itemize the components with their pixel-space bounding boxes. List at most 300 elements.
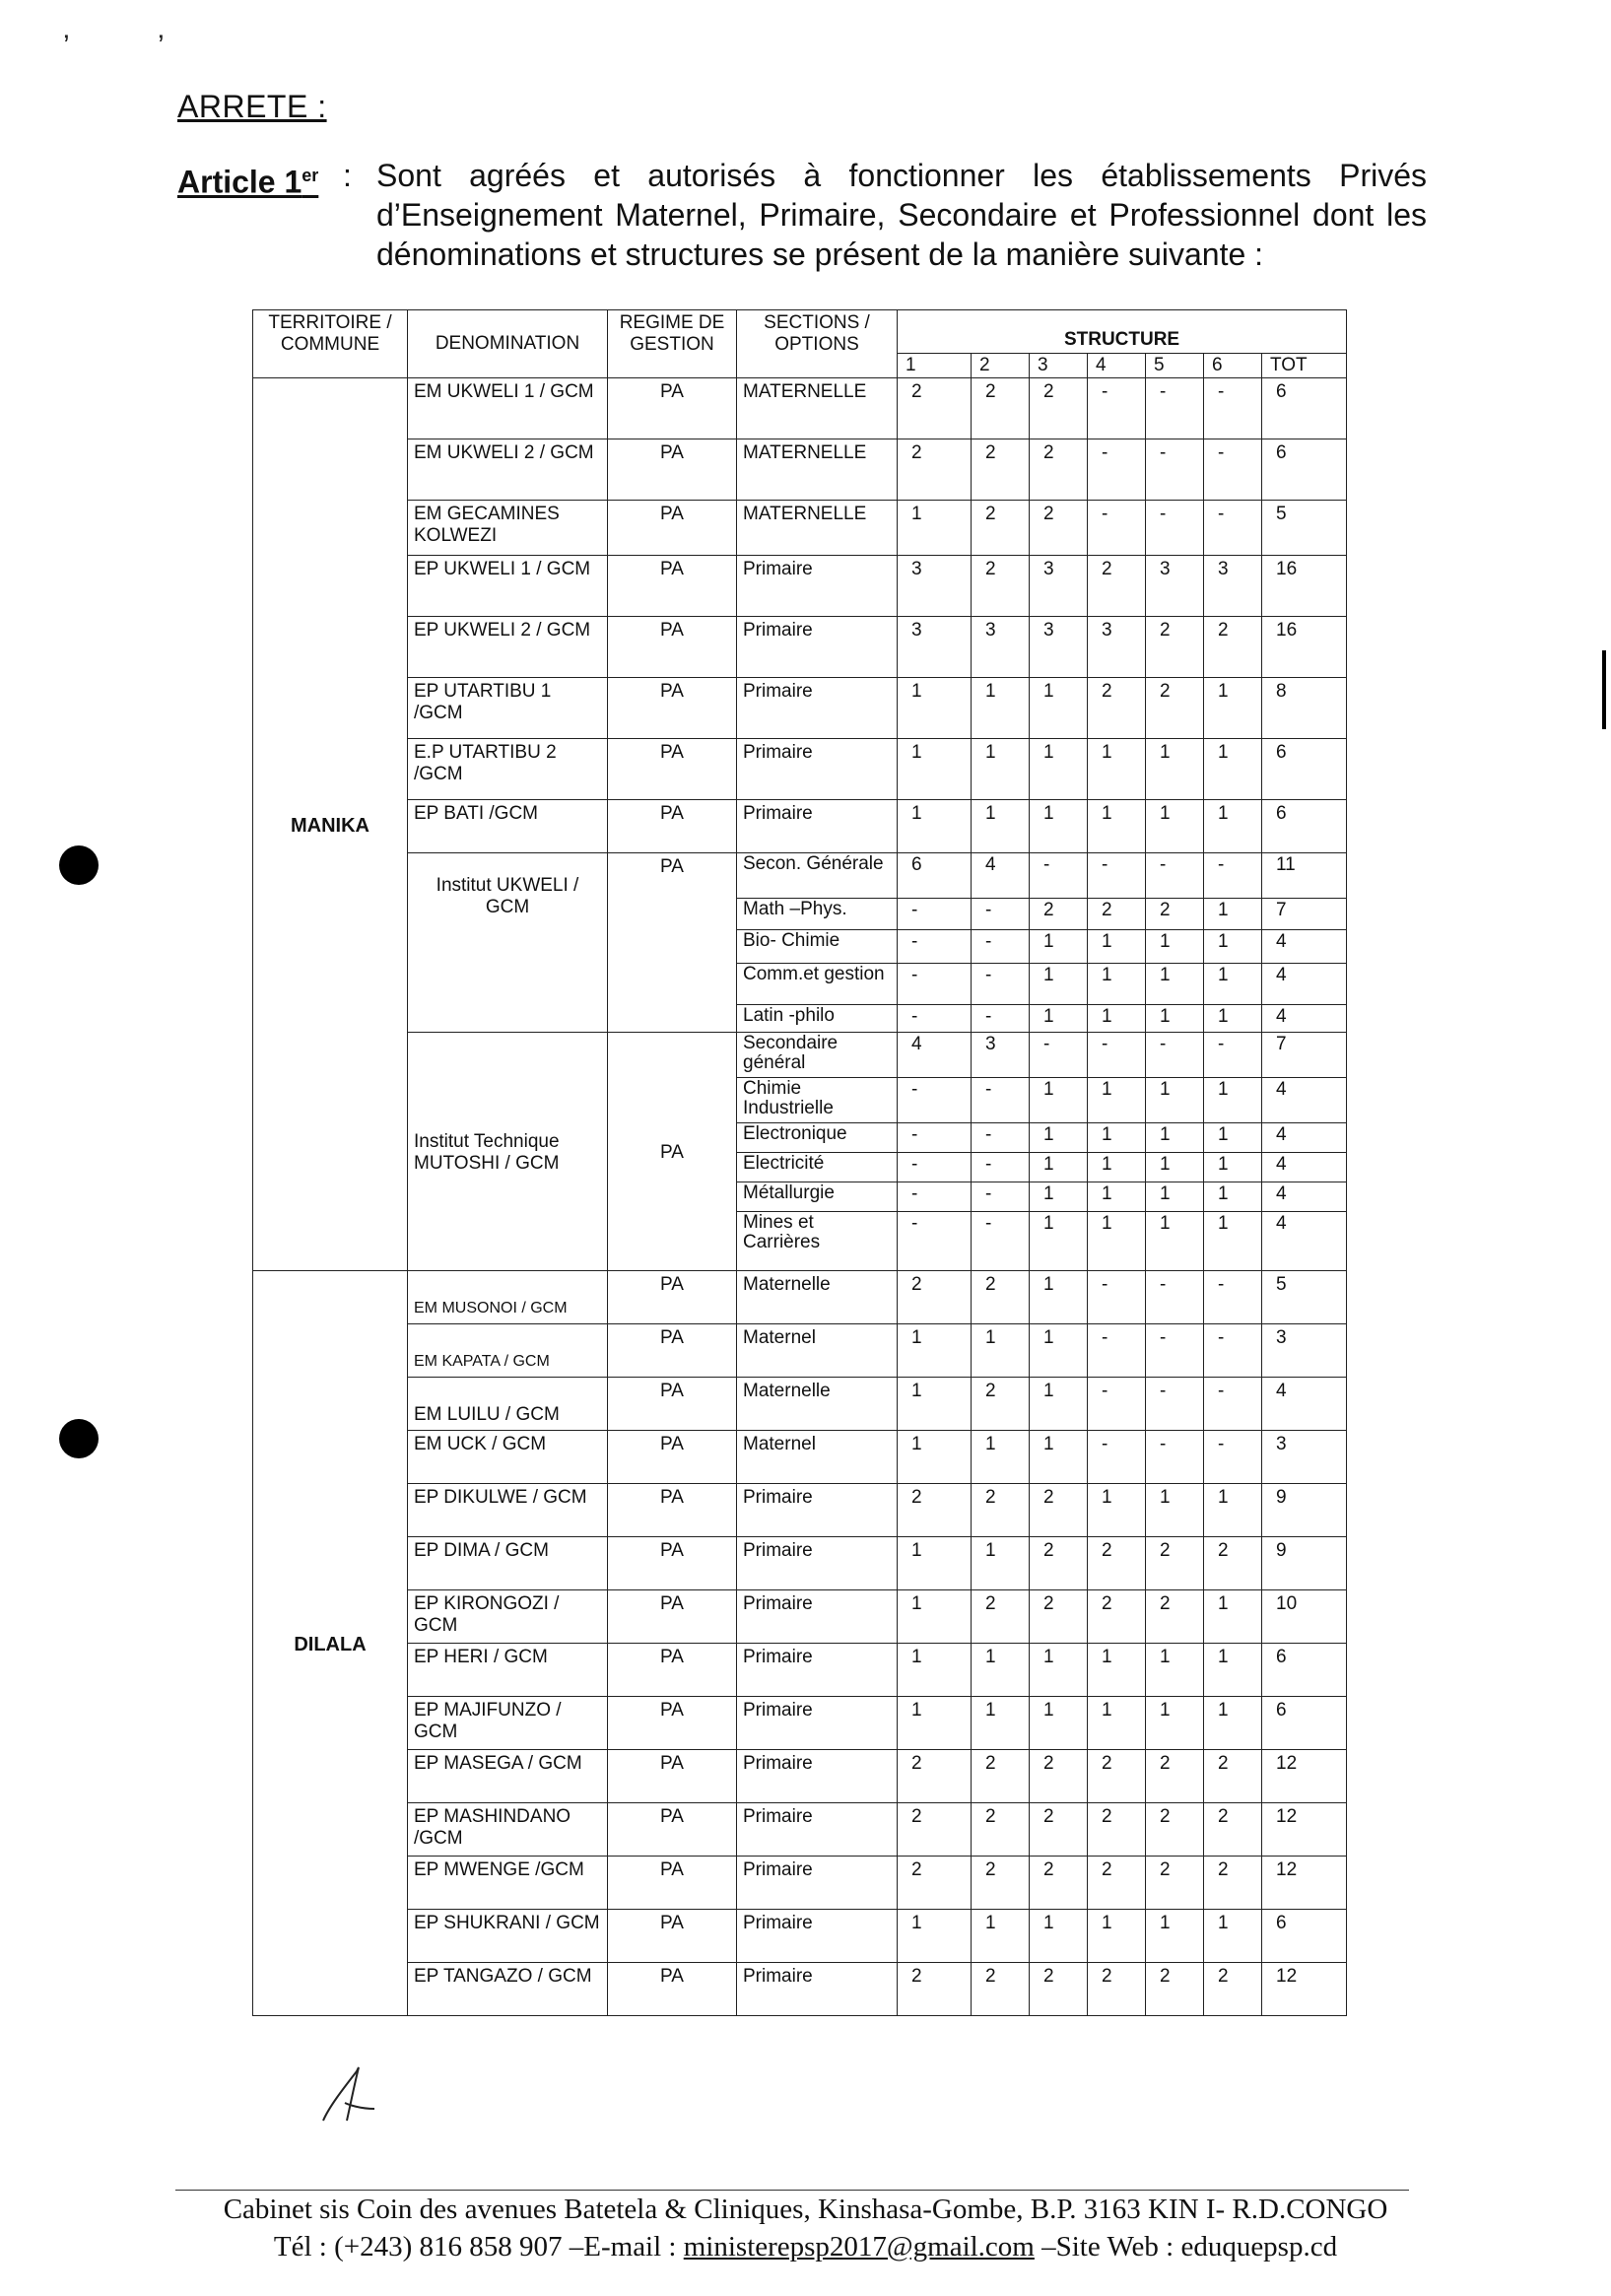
level-6-cell: 1 xyxy=(1204,1484,1262,1537)
level-6-cell: 1 xyxy=(1204,1697,1262,1750)
total-cell: 4 xyxy=(1262,930,1347,964)
school-name-cell: EP MWENGE /GCM xyxy=(408,1857,608,1910)
total-cell: 4 xyxy=(1262,1078,1347,1123)
level-6-cell: - xyxy=(1204,1378,1262,1431)
level-4-cell: - xyxy=(1088,501,1146,556)
total-cell: 6 xyxy=(1262,739,1347,800)
section-cell: Comm.et gestion xyxy=(737,964,898,1005)
table-row xyxy=(253,1378,1347,1431)
section-heading: ARRETE : xyxy=(177,89,327,124)
level-6-cell: 2 xyxy=(1204,1857,1262,1910)
level-2-cell: - xyxy=(972,899,1030,930)
level-6-cell: 1 xyxy=(1204,678,1262,739)
school-name-cell: EM UCK / GCM xyxy=(408,1431,608,1484)
total-cell: 3 xyxy=(1262,1324,1347,1378)
regime-cell: PA xyxy=(608,1537,737,1590)
level-2-cell: 1 xyxy=(972,1324,1030,1378)
level-3-cell: 1 xyxy=(1030,930,1088,964)
level-1-cell: 1 xyxy=(898,678,972,739)
level-3-cell: 1 xyxy=(1030,1271,1088,1324)
table-row xyxy=(253,378,1347,439)
header-regime: REGIME DE GESTION xyxy=(608,310,737,378)
total-cell: 9 xyxy=(1262,1537,1347,1590)
level-5-cell: 1 xyxy=(1146,1484,1204,1537)
level-6-cell: 1 xyxy=(1204,1153,1262,1182)
level-6-cell: 2 xyxy=(1204,1963,1262,2016)
level-1-cell: - xyxy=(898,930,972,964)
level-3-cell: 2 xyxy=(1030,899,1088,930)
section-cell: Primaire xyxy=(737,678,898,739)
level-2-cell: 1 xyxy=(972,1697,1030,1750)
total-cell: 4 xyxy=(1262,1005,1347,1033)
level-2-cell: - xyxy=(972,1212,1030,1271)
total-cell: 6 xyxy=(1262,1644,1347,1697)
level-5-cell: 1 xyxy=(1146,1078,1204,1123)
level-1-cell: - xyxy=(898,1005,972,1033)
level-3-cell: 1 xyxy=(1030,1078,1088,1123)
level-4-cell: 3 xyxy=(1088,617,1146,678)
level-1-cell: 2 xyxy=(898,1857,972,1910)
level-2-cell: 2 xyxy=(972,1963,1030,2016)
level-5-cell: 2 xyxy=(1146,1963,1204,2016)
level-2-cell: 2 xyxy=(972,556,1030,617)
school-name-cell: EP UKWELI 1 / GCM xyxy=(408,556,608,617)
level-2-cell: 2 xyxy=(972,501,1030,556)
section-cell: Math –Phys. xyxy=(737,899,898,930)
level-5-cell: 1 xyxy=(1146,739,1204,800)
level-1-cell: - xyxy=(898,1123,972,1153)
level-2-cell: 3 xyxy=(972,1033,1030,1078)
level-2-cell: - xyxy=(972,1182,1030,1212)
level-4-cell: - xyxy=(1088,1271,1146,1324)
footer-website: –Site Web : eduquepsp.cd xyxy=(1034,2231,1338,2262)
total-cell: 12 xyxy=(1262,1963,1347,2016)
regime-cell: PA xyxy=(608,1910,737,1963)
total-cell: 16 xyxy=(1262,556,1347,617)
section-cell: Primaire xyxy=(737,800,898,853)
level-3-cell: 2 xyxy=(1030,1803,1088,1857)
total-cell: 4 xyxy=(1262,1378,1347,1431)
section-cell: Latin -philo xyxy=(737,1005,898,1033)
section-cell: Bio- Chimie xyxy=(737,930,898,964)
regime-cell: PA xyxy=(608,1750,737,1803)
level-5-cell: 1 xyxy=(1146,1644,1204,1697)
header-structure: STRUCTURE xyxy=(898,310,1347,354)
level-2-cell: 1 xyxy=(972,1644,1030,1697)
regime-cell: PA xyxy=(608,678,737,739)
header-level-6: 6 xyxy=(1204,354,1262,378)
level-6-cell: 1 xyxy=(1204,1182,1262,1212)
total-cell: 4 xyxy=(1262,1182,1347,1212)
level-6-cell: 1 xyxy=(1204,1123,1262,1153)
level-4-cell: 1 xyxy=(1088,1153,1146,1182)
section-cell: Primaire xyxy=(737,1590,898,1644)
initials-signature xyxy=(315,2060,384,2128)
school-name-cell: EM GECAMINES KOLWEZI xyxy=(408,501,608,556)
total-cell: 12 xyxy=(1262,1803,1347,1857)
level-5-cell: 2 xyxy=(1146,1750,1204,1803)
level-5-cell: 1 xyxy=(1146,1212,1204,1271)
total-cell: 9 xyxy=(1262,1484,1347,1537)
level-2-cell: - xyxy=(972,1123,1030,1153)
level-4-cell: - xyxy=(1088,853,1146,899)
level-3-cell: 1 xyxy=(1030,1644,1088,1697)
level-2-cell: 1 xyxy=(972,1537,1030,1590)
level-3-cell: 1 xyxy=(1030,1697,1088,1750)
level-6-cell: 1 xyxy=(1204,1590,1262,1644)
section-cell: Secon. Générale xyxy=(737,853,898,899)
level-5-cell: 1 xyxy=(1146,1910,1204,1963)
level-4-cell: 1 xyxy=(1088,1212,1146,1271)
level-5-cell: 1 xyxy=(1146,1123,1204,1153)
level-4-cell: 2 xyxy=(1088,1803,1146,1857)
level-3-cell: 2 xyxy=(1030,1590,1088,1644)
section-cell: MATERNELLE xyxy=(737,439,898,501)
scan-edge-mark xyxy=(1602,650,1606,729)
section-cell: Primaire xyxy=(737,1803,898,1857)
total-cell: 12 xyxy=(1262,1750,1347,1803)
table-row xyxy=(253,1963,1347,2016)
header-denomination: DENOMINATION xyxy=(408,310,608,378)
total-cell: 5 xyxy=(1262,1271,1347,1324)
article-colon: : xyxy=(343,158,352,193)
header-level-1: 1 xyxy=(898,354,972,378)
level-1-cell: 1 xyxy=(898,800,972,853)
table-row xyxy=(253,439,1347,501)
level-5-cell: 1 xyxy=(1146,1697,1204,1750)
level-2-cell: 2 xyxy=(972,378,1030,439)
level-1-cell: - xyxy=(898,1078,972,1123)
table-row xyxy=(253,678,1347,739)
level-1-cell: 2 xyxy=(898,1271,972,1324)
total-cell: 10 xyxy=(1262,1590,1347,1644)
level-4-cell: 2 xyxy=(1088,1590,1146,1644)
level-1-cell: 3 xyxy=(898,617,972,678)
level-5-cell: 2 xyxy=(1146,617,1204,678)
school-name-cell: EM UKWELI 2 / GCM xyxy=(408,439,608,501)
regime-cell: PA xyxy=(608,1431,737,1484)
table-row xyxy=(253,800,1347,853)
total-cell: 4 xyxy=(1262,964,1347,1005)
level-6-cell: 1 xyxy=(1204,930,1262,964)
article-label-sup: er xyxy=(302,166,319,185)
table-row xyxy=(253,556,1347,617)
level-4-cell: 2 xyxy=(1088,1537,1146,1590)
section-cell: Primaire xyxy=(737,1750,898,1803)
level-4-cell: 2 xyxy=(1088,899,1146,930)
level-5-cell: - xyxy=(1146,378,1204,439)
level-4-cell: - xyxy=(1088,1033,1146,1078)
section-cell: Métallurgie xyxy=(737,1182,898,1212)
scan-mark-right: ’ xyxy=(158,30,165,62)
level-1-cell: 1 xyxy=(898,1324,972,1378)
level-6-cell: 1 xyxy=(1204,739,1262,800)
level-4-cell: 2 xyxy=(1088,1857,1146,1910)
level-5-cell: 3 xyxy=(1146,556,1204,617)
level-4-cell: - xyxy=(1088,1378,1146,1431)
regime-cell: PA xyxy=(608,739,737,800)
section-cell: Primaire xyxy=(737,1857,898,1910)
level-2-cell: 2 xyxy=(972,1857,1030,1910)
level-4-cell: 1 xyxy=(1088,1005,1146,1033)
table-row xyxy=(253,1697,1347,1750)
level-4-cell: - xyxy=(1088,1431,1146,1484)
level-5-cell: 1 xyxy=(1146,1153,1204,1182)
table-row xyxy=(253,1910,1347,1963)
footer-contact xyxy=(0,2231,1611,2263)
level-3-cell: 2 xyxy=(1030,1537,1088,1590)
level-6-cell: 1 xyxy=(1204,800,1262,853)
level-2-cell: - xyxy=(972,930,1030,964)
level-1-cell: 1 xyxy=(898,1644,972,1697)
table-row xyxy=(253,1590,1347,1644)
footer-email-link[interactable]: ministerepsp2017@gmail.com xyxy=(683,2231,1035,2262)
school-name-cell: EP UKWELI 2 / GCM xyxy=(408,617,608,678)
level-5-cell: - xyxy=(1146,1271,1204,1324)
footer-address: Cabinet sis Coin des avenues Batetela & Cliniques, Kinshasa-Gombe, B.P. 3163 KIN I- R.D.CONGO xyxy=(223,2194,1388,2225)
total-cell: 12 xyxy=(1262,1857,1347,1910)
regime-cell: PA xyxy=(608,501,737,556)
footer-phone: Tél : (+243) 816 858 907 –E-mail : xyxy=(273,2231,684,2262)
regime-cell: PA xyxy=(608,378,737,439)
level-3-cell: 1 xyxy=(1030,1005,1088,1033)
level-6-cell: 2 xyxy=(1204,1803,1262,1857)
level-4-cell: 1 xyxy=(1088,930,1146,964)
level-4-cell: 1 xyxy=(1088,1123,1146,1153)
regime-cell: PA xyxy=(608,1324,737,1378)
level-3-cell: 1 xyxy=(1030,1212,1088,1271)
level-6-cell: - xyxy=(1204,439,1262,501)
level-2-cell: 3 xyxy=(972,617,1030,678)
table-row xyxy=(253,1484,1347,1537)
level-2-cell: 2 xyxy=(972,1590,1030,1644)
school-name-cell: EP DIKULWE / GCM xyxy=(408,1484,608,1537)
total-cell: 4 xyxy=(1262,1153,1347,1182)
total-cell: 6 xyxy=(1262,378,1347,439)
level-3-cell: 3 xyxy=(1030,617,1088,678)
section-cell: Primaire xyxy=(737,556,898,617)
level-6-cell: - xyxy=(1204,853,1262,899)
level-1-cell: 1 xyxy=(898,1697,972,1750)
level-4-cell: - xyxy=(1088,1324,1146,1378)
header-level-4: 4 xyxy=(1088,354,1146,378)
level-1-cell: 1 xyxy=(898,1910,972,1963)
level-2-cell: 1 xyxy=(972,739,1030,800)
school-name-cell: EM LUILU / GCM xyxy=(408,1378,608,1431)
regime-cell: PA xyxy=(608,1644,737,1697)
total-cell: 11 xyxy=(1262,853,1347,899)
level-5-cell: 2 xyxy=(1146,1590,1204,1644)
level-1-cell: 3 xyxy=(898,556,972,617)
table-row xyxy=(253,1537,1347,1590)
school-name-cell: EP UTARTIBU 1 /GCM xyxy=(408,678,608,739)
level-4-cell: 1 xyxy=(1088,1484,1146,1537)
level-1-cell: - xyxy=(898,1212,972,1271)
section-cell: Maternel xyxy=(737,1431,898,1484)
total-cell: 4 xyxy=(1262,1123,1347,1153)
regime-cell: PA xyxy=(608,1590,737,1644)
level-5-cell: - xyxy=(1146,853,1204,899)
level-1-cell: - xyxy=(898,1182,972,1212)
level-6-cell: - xyxy=(1204,1033,1262,1078)
level-3-cell: 1 xyxy=(1030,678,1088,739)
level-4-cell: 1 xyxy=(1088,1697,1146,1750)
school-name-cell: EP MAJIFUNZO / GCM xyxy=(408,1697,608,1750)
level-6-cell: 2 xyxy=(1204,617,1262,678)
level-2-cell: - xyxy=(972,964,1030,1005)
level-4-cell: 2 xyxy=(1088,678,1146,739)
level-5-cell: 1 xyxy=(1146,930,1204,964)
level-5-cell: 1 xyxy=(1146,964,1204,1005)
level-4-cell: 2 xyxy=(1088,1750,1146,1803)
total-cell: 4 xyxy=(1262,1212,1347,1271)
regime-cell: PA xyxy=(608,617,737,678)
level-5-cell: - xyxy=(1146,1378,1204,1431)
level-3-cell: 1 xyxy=(1030,1431,1088,1484)
level-6-cell: - xyxy=(1204,1431,1262,1484)
regime-cell: PA xyxy=(608,1963,737,2016)
level-3-cell: 1 xyxy=(1030,1123,1088,1153)
level-1-cell: 1 xyxy=(898,1431,972,1484)
level-3-cell: 1 xyxy=(1030,964,1088,1005)
school-name-cell: Institut UKWELI / GCM xyxy=(408,853,608,1033)
territory-cell: MANIKA xyxy=(253,378,408,1271)
total-cell: 7 xyxy=(1262,899,1347,930)
header-level-3: 3 xyxy=(1030,354,1088,378)
territory-cell: DILALA xyxy=(253,1271,408,2016)
level-3-cell: 1 xyxy=(1030,800,1088,853)
total-cell: 8 xyxy=(1262,678,1347,739)
level-3-cell: 2 xyxy=(1030,439,1088,501)
level-5-cell: 2 xyxy=(1146,1803,1204,1857)
school-name-cell: EP KIRONGOZI / GCM xyxy=(408,1590,608,1644)
level-3-cell: 2 xyxy=(1030,1963,1088,2016)
level-4-cell: 1 xyxy=(1088,1644,1146,1697)
level-3-cell: 2 xyxy=(1030,1857,1088,1910)
table-row xyxy=(253,1803,1347,1857)
total-cell: 5 xyxy=(1262,501,1347,556)
level-6-cell: 1 xyxy=(1204,1005,1262,1033)
section-cell: Mines et Carrières xyxy=(737,1212,898,1271)
article-text: Sont agréés et autorisés à fonctionner les établissements Privés d’Enseignement Maternel, Primaire, Secondaire et Professionnel dont les dénominations et structures se présent de la manière suivante : xyxy=(376,158,1427,272)
section-cell: Maternel xyxy=(737,1324,898,1378)
level-3-cell: 2 xyxy=(1030,501,1088,556)
level-5-cell: - xyxy=(1146,1033,1204,1078)
section-cell: Primaire xyxy=(737,1697,898,1750)
level-1-cell: 1 xyxy=(898,739,972,800)
punch-hole-top xyxy=(59,845,99,885)
level-5-cell: 1 xyxy=(1146,1182,1204,1212)
level-3-cell: 1 xyxy=(1030,739,1088,800)
table-row xyxy=(253,1644,1347,1697)
level-1-cell: - xyxy=(898,964,972,1005)
level-3-cell: 1 xyxy=(1030,1324,1088,1378)
regime-cell: PA xyxy=(608,1033,737,1271)
level-1-cell: 2 xyxy=(898,439,972,501)
level-4-cell: 2 xyxy=(1088,556,1146,617)
regime-cell: PA xyxy=(608,1271,737,1324)
level-1-cell: 1 xyxy=(898,1378,972,1431)
level-3-cell: 2 xyxy=(1030,1484,1088,1537)
school-name-cell: Institut Technique MUTOSHI / GCM xyxy=(408,1033,608,1271)
school-name-cell: EP DIMA / GCM xyxy=(408,1537,608,1590)
level-3-cell: 1 xyxy=(1030,1910,1088,1963)
level-2-cell: - xyxy=(972,1078,1030,1123)
header-level-tot: TOT xyxy=(1262,354,1347,378)
total-cell: 6 xyxy=(1262,1697,1347,1750)
level-6-cell: - xyxy=(1204,378,1262,439)
scan-mark-left: ’ xyxy=(63,30,70,62)
header-territoire: TERRITOIRE / COMMUNE xyxy=(253,310,408,378)
level-5-cell: 1 xyxy=(1146,1005,1204,1033)
level-1-cell: - xyxy=(898,1153,972,1182)
level-5-cell: 2 xyxy=(1146,1857,1204,1910)
level-4-cell: 1 xyxy=(1088,1078,1146,1123)
table-row xyxy=(253,1750,1347,1803)
table-row xyxy=(253,501,1347,556)
header-sections: SECTIONS / OPTIONS xyxy=(737,310,898,378)
table-row xyxy=(253,853,1347,899)
level-2-cell: 2 xyxy=(972,1271,1030,1324)
level-6-cell: 3 xyxy=(1204,556,1262,617)
level-5-cell: - xyxy=(1146,439,1204,501)
total-cell: 7 xyxy=(1262,1033,1347,1078)
section-cell: Electronique xyxy=(737,1123,898,1153)
school-name-cell: E.P UTARTIBU 2 /GCM xyxy=(408,739,608,800)
section-cell: Primaire xyxy=(737,1963,898,2016)
school-name-cell: EP MASHINDANO /GCM xyxy=(408,1803,608,1857)
level-2-cell: - xyxy=(972,1005,1030,1033)
level-6-cell: - xyxy=(1204,1324,1262,1378)
level-3-cell: 1 xyxy=(1030,1153,1088,1182)
regime-cell: PA xyxy=(608,1857,737,1910)
table-row xyxy=(253,1431,1347,1484)
table-row xyxy=(253,1271,1347,1324)
level-4-cell: 1 xyxy=(1088,964,1146,1005)
total-cell: 6 xyxy=(1262,1910,1347,1963)
school-name-cell: EP BATI /GCM xyxy=(408,800,608,853)
level-2-cell: - xyxy=(972,1153,1030,1182)
regime-cell: PA xyxy=(608,439,737,501)
level-2-cell: 2 xyxy=(972,1378,1030,1431)
header-level-2: 2 xyxy=(972,354,1030,378)
header-level-5: 5 xyxy=(1146,354,1204,378)
section-cell: Primaire xyxy=(737,1484,898,1537)
level-6-cell: 2 xyxy=(1204,1537,1262,1590)
level-6-cell: 1 xyxy=(1204,1644,1262,1697)
level-2-cell: 1 xyxy=(972,800,1030,853)
level-1-cell: 1 xyxy=(898,1537,972,1590)
level-1-cell: - xyxy=(898,899,972,930)
regime-cell: PA xyxy=(608,1697,737,1750)
level-3-cell: 2 xyxy=(1030,1750,1088,1803)
level-5-cell: 2 xyxy=(1146,1537,1204,1590)
table-row xyxy=(253,1033,1347,1078)
level-4-cell: 1 xyxy=(1088,1910,1146,1963)
level-3-cell: 1 xyxy=(1030,1378,1088,1431)
regime-cell: PA xyxy=(608,800,737,853)
level-3-cell: 2 xyxy=(1030,378,1088,439)
total-cell: 6 xyxy=(1262,800,1347,853)
school-name-cell: EM MUSONOI / GCM xyxy=(408,1271,608,1324)
total-cell: 16 xyxy=(1262,617,1347,678)
schools-table xyxy=(252,309,1347,2016)
level-6-cell: 1 xyxy=(1204,1910,1262,1963)
regime-cell: PA xyxy=(608,853,737,1033)
level-6-cell: 1 xyxy=(1204,1212,1262,1271)
section-cell: Primaire xyxy=(737,1537,898,1590)
level-3-cell: - xyxy=(1030,853,1088,899)
